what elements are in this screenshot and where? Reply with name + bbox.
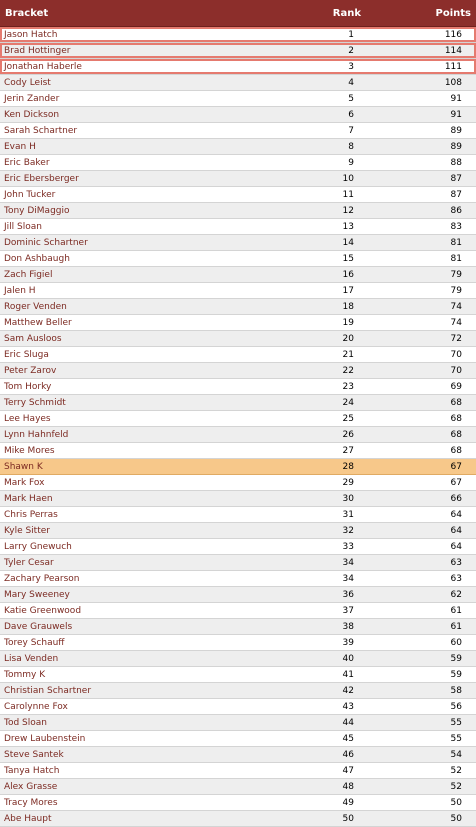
table-row[interactable] <box>0 283 476 299</box>
rank-cell: 8 <box>348 141 354 152</box>
table-row[interactable] <box>0 75 476 91</box>
table-row[interactable] <box>0 619 476 635</box>
table-row[interactable] <box>0 539 476 555</box>
rank-cell: 49 <box>342 797 354 808</box>
bracket-name-link[interactable]: Eric Sluga <box>4 349 49 360</box>
points-cell: 108 <box>444 77 462 88</box>
points-cell: 70 <box>450 365 462 376</box>
bracket-name-link[interactable]: Tod Sloan <box>4 717 47 728</box>
bracket-name-link[interactable]: Lisa Venden <box>4 653 59 664</box>
bracket-name-link[interactable]: Brad Hottinger <box>4 45 71 56</box>
bracket-name-link[interactable]: Drew Laubenstein <box>4 733 86 744</box>
rank-cell: 19 <box>342 317 354 328</box>
table-row[interactable] <box>0 651 476 667</box>
bracket-name-link[interactable]: Lynn Hahnfeld <box>4 429 69 440</box>
bracket-name-link[interactable]: Mike Mores <box>4 445 55 456</box>
rank-cell: 42 <box>342 685 354 696</box>
points-cell: 61 <box>450 621 462 632</box>
rank-cell: 3 <box>348 61 354 72</box>
points-cell: 72 <box>450 333 462 344</box>
points-cell: 63 <box>450 573 462 584</box>
table-row[interactable] <box>0 443 476 459</box>
table-row[interactable] <box>0 715 476 731</box>
bracket-name-link[interactable]: Tracy Mores <box>4 797 58 808</box>
rank-cell: 29 <box>342 477 354 488</box>
bracket-name-link[interactable]: Tommy K <box>4 669 46 680</box>
rank-cell: 2 <box>348 45 354 56</box>
table-row[interactable] <box>0 699 476 715</box>
points-cell: 55 <box>450 717 462 728</box>
bracket-name-link[interactable]: Mary Sweeney <box>4 589 70 600</box>
rank-cell: 20 <box>342 333 354 344</box>
rank-cell: 37 <box>342 605 354 616</box>
bracket-name-link[interactable]: Alex Grasse <box>4 781 58 792</box>
rank-cell: 13 <box>342 221 354 232</box>
table-body <box>0 27 476 827</box>
points-cell: 59 <box>450 653 462 664</box>
bracket-name-link[interactable]: Chris Perras <box>4 509 58 520</box>
points-cell: 86 <box>450 205 462 216</box>
points-cell: 60 <box>450 637 462 648</box>
points-cell: 67 <box>450 461 462 472</box>
table-row[interactable] <box>0 379 476 395</box>
points-cell: 67 <box>450 477 462 488</box>
bracket-name-link[interactable]: Tanya Hatch <box>4 765 60 776</box>
table-row[interactable] <box>0 555 476 571</box>
rank-cell: 48 <box>342 781 354 792</box>
table-row[interactable] <box>0 299 476 315</box>
bracket-name-link[interactable]: Tom Horky <box>4 381 52 392</box>
points-cell: 81 <box>450 237 462 248</box>
rank-cell: 23 <box>342 381 354 392</box>
points-cell: 55 <box>450 733 462 744</box>
rank-cell: 47 <box>342 765 354 776</box>
rank-cell: 6 <box>348 109 354 120</box>
rank-cell: 9 <box>348 157 354 168</box>
points-cell: 66 <box>450 493 462 504</box>
bracket-name-link[interactable]: Jill Sloan <box>4 221 42 232</box>
bracket-name-link[interactable]: Jason Hatch <box>4 29 58 40</box>
points-column-header[interactable]: Points <box>435 7 471 19</box>
rank-cell: 25 <box>342 413 354 424</box>
rank-cell: 43 <box>342 701 354 712</box>
bracket-name-link[interactable]: Sarah Schartner <box>4 125 78 136</box>
points-cell: 87 <box>450 173 462 184</box>
bracket-name-link[interactable]: Cody Leist <box>4 77 51 88</box>
table-row[interactable] <box>0 395 476 411</box>
points-cell: 87 <box>450 189 462 200</box>
table-row[interactable] <box>0 91 476 107</box>
rank-cell: 14 <box>342 237 354 248</box>
bracket-name-link[interactable]: Dave Grauwels <box>4 621 73 632</box>
points-cell: 68 <box>450 445 462 456</box>
bracket-name-link[interactable]: Abe Haupt <box>4 813 52 824</box>
rank-cell: 38 <box>342 621 354 632</box>
points-cell: 62 <box>450 589 462 600</box>
bracket-name-link[interactable]: Matthew Beller <box>4 317 72 328</box>
bracket-name-link[interactable]: Tyler Cesar <box>4 557 54 568</box>
rank-cell: 31 <box>342 509 354 520</box>
points-cell: 58 <box>450 685 462 696</box>
table-row[interactable] <box>0 587 476 603</box>
points-cell: 64 <box>450 509 462 520</box>
table-row[interactable] <box>0 523 476 539</box>
points-cell: 63 <box>450 557 462 568</box>
table-row[interactable] <box>0 187 476 203</box>
rank-cell: 34 <box>342 557 354 568</box>
points-cell: 114 <box>444 45 462 56</box>
points-cell: 64 <box>450 525 462 536</box>
table-row[interactable] <box>0 635 476 651</box>
bracket-name-link[interactable]: Eric Ebersberger <box>4 173 79 184</box>
table-row[interactable] <box>0 43 476 59</box>
bracket-name-link[interactable]: Sam Ausloos <box>4 333 62 344</box>
rank-cell: 34 <box>342 573 354 584</box>
table-row[interactable] <box>0 763 476 779</box>
table-row[interactable] <box>0 155 476 171</box>
rank-cell: 21 <box>342 349 354 360</box>
table-row[interactable] <box>0 235 476 251</box>
bracket-name-link[interactable]: Dominic Schartner <box>4 237 88 248</box>
bracket-name-link[interactable]: Mark Fox <box>4 477 45 488</box>
rank-cell: 27 <box>342 445 354 456</box>
table-row[interactable] <box>0 59 476 75</box>
points-cell: 79 <box>450 269 462 280</box>
points-cell: 91 <box>450 109 462 120</box>
table-row[interactable] <box>0 731 476 747</box>
rank-cell: 36 <box>342 589 354 600</box>
points-cell: 52 <box>450 765 462 776</box>
table-row[interactable] <box>0 491 476 507</box>
points-cell: 111 <box>444 61 462 72</box>
table-row[interactable] <box>0 315 476 331</box>
rank-cell: 4 <box>348 77 354 88</box>
table-row[interactable] <box>0 411 476 427</box>
rank-cell: 50 <box>342 813 354 824</box>
points-cell: 89 <box>450 141 462 152</box>
bracket-name-link[interactable]: Katie Greenwood <box>4 605 82 616</box>
table-row[interactable] <box>0 603 476 619</box>
points-cell: 81 <box>450 253 462 264</box>
rank-cell: 5 <box>348 93 354 104</box>
rank-cell: 41 <box>342 669 354 680</box>
rank-cell: 22 <box>342 365 354 376</box>
rank-cell: 30 <box>342 493 354 504</box>
rank-column-header[interactable]: Rank <box>332 7 361 19</box>
bracket-name-link[interactable]: Jalen H <box>4 285 36 296</box>
points-cell: 68 <box>450 429 462 440</box>
bracket-name-link[interactable]: Kyle Sitter <box>4 525 50 536</box>
rank-cell: 33 <box>342 541 354 552</box>
bracket-name-link[interactable]: Don Ashbaugh <box>4 253 70 264</box>
bracket-name-link[interactable]: Mark Haen <box>4 493 53 504</box>
points-cell: 52 <box>450 781 462 792</box>
bracket-name-link[interactable]: Roger Venden <box>4 301 67 312</box>
table-row[interactable] <box>0 667 476 683</box>
points-cell: 68 <box>450 413 462 424</box>
table-row[interactable] <box>0 683 476 699</box>
table-row[interactable] <box>0 219 476 235</box>
table-row[interactable] <box>0 251 476 267</box>
points-cell: 69 <box>450 381 462 392</box>
rank-cell: 26 <box>342 429 354 440</box>
points-cell: 91 <box>450 93 462 104</box>
rank-cell: 10 <box>342 173 354 184</box>
points-cell: 74 <box>450 317 462 328</box>
table-row[interactable] <box>0 139 476 155</box>
table-row[interactable] <box>0 347 476 363</box>
bracket-name-link[interactable]: Ken Dickson <box>4 109 60 120</box>
bracket-name-link[interactable]: Lee Hayes <box>4 413 51 424</box>
rank-cell: 1 <box>348 29 354 40</box>
points-cell: 64 <box>450 541 462 552</box>
points-cell: 68 <box>450 397 462 408</box>
bracket-name-link[interactable]: Carolynne Fox <box>4 701 68 712</box>
points-cell: 79 <box>450 285 462 296</box>
bracket-column-header[interactable]: Bracket <box>5 7 49 19</box>
table-row[interactable] <box>0 475 476 491</box>
bracket-name-link[interactable]: Eric Baker <box>4 157 50 168</box>
rank-cell: 18 <box>342 301 354 312</box>
rank-cell: 46 <box>342 749 354 760</box>
bracket-name-link[interactable]: Zach Figiel <box>4 269 53 280</box>
bracket-name-link[interactable]: Zachary Pearson <box>4 573 80 584</box>
bracket-name-link[interactable]: Jerin Zander <box>4 93 60 104</box>
bracket-name-link[interactable]: Evan H <box>4 141 36 152</box>
bracket-name-link[interactable]: Tony DiMaggio <box>4 205 70 216</box>
rank-cell: 17 <box>342 285 354 296</box>
points-cell: 59 <box>450 669 462 680</box>
bracket-name-link[interactable]: Steve Santek <box>4 749 64 760</box>
rank-cell: 45 <box>342 733 354 744</box>
bracket-name-link[interactable]: Peter Zarov <box>4 365 57 376</box>
points-cell: 54 <box>450 749 462 760</box>
rank-cell: 39 <box>342 637 354 648</box>
points-cell: 61 <box>450 605 462 616</box>
table-row[interactable] <box>0 107 476 123</box>
points-cell: 50 <box>450 813 462 824</box>
rank-cell: 28 <box>342 461 354 472</box>
points-cell: 89 <box>450 125 462 136</box>
table-row-highlighted[interactable] <box>0 459 476 475</box>
table-row[interactable] <box>0 203 476 219</box>
rank-cell: 16 <box>342 269 354 280</box>
bracket-name-link[interactable]: Jonathan Haberle <box>4 61 82 72</box>
rank-cell: 24 <box>342 397 354 408</box>
table-row[interactable] <box>0 171 476 187</box>
rank-cell: 32 <box>342 525 354 536</box>
bracket-name-link[interactable]: Terry Schmidt <box>4 397 66 408</box>
points-cell: 56 <box>450 701 462 712</box>
table-row[interactable] <box>0 427 476 443</box>
rank-cell: 40 <box>342 653 354 664</box>
rank-cell: 11 <box>342 189 354 200</box>
bracket-name-link[interactable]: Shawn K <box>4 461 43 472</box>
bracket-name-link[interactable]: John Tucker <box>4 189 56 200</box>
table-row[interactable] <box>0 363 476 379</box>
rank-cell: 12 <box>342 205 354 216</box>
table-row[interactable] <box>0 747 476 763</box>
table-row[interactable] <box>0 507 476 523</box>
points-cell: 83 <box>450 221 462 232</box>
table-row[interactable] <box>0 571 476 587</box>
table-row[interactable] <box>0 123 476 139</box>
table-row[interactable] <box>0 267 476 283</box>
points-cell: 50 <box>450 797 462 808</box>
bracket-name-link[interactable]: Torey Schauff <box>4 637 65 648</box>
points-cell: 116 <box>444 29 462 40</box>
bracket-name-link[interactable]: Christian Schartner <box>4 685 92 696</box>
table-row[interactable] <box>0 331 476 347</box>
points-cell: 70 <box>450 349 462 360</box>
table-row[interactable] <box>0 779 476 795</box>
rank-cell: 44 <box>342 717 354 728</box>
points-cell: 88 <box>450 157 462 168</box>
table-header <box>0 0 476 27</box>
bracket-name-link[interactable]: Larry Gnewuch <box>4 541 72 552</box>
table-row[interactable] <box>0 795 476 811</box>
points-cell: 74 <box>450 301 462 312</box>
table-row[interactable] <box>0 27 476 43</box>
rank-cell: 7 <box>348 125 354 136</box>
rank-cell: 15 <box>342 253 354 264</box>
